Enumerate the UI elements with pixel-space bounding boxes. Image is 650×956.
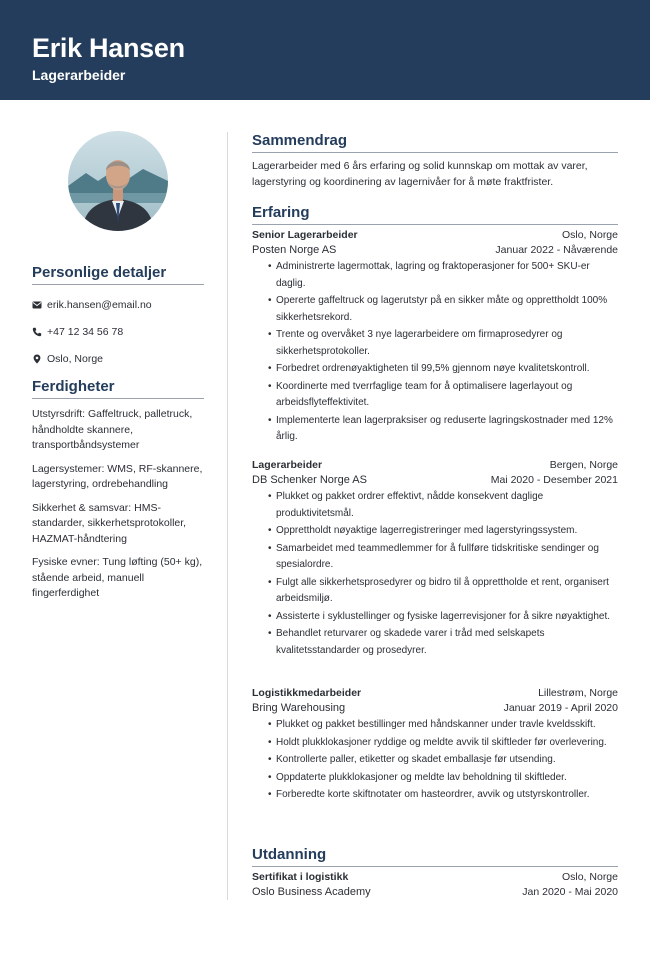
skill-item: Sikkerhet & samsvar: HMS-standarder, sikkerhetsprotokoller, HAZMAT-håndtering [32,501,187,545]
mail-icon [32,300,42,310]
education-dates: Jan 2020 - Mai 2020 [522,886,618,898]
job-company: DB Schenker Norge AS [252,474,367,486]
resume-header [0,0,650,100]
bullet-item: • Oppdaterte plukklokasjoner og meldte lav beholdning til skiftleder. [268,770,618,787]
skill-item: Utstyrsdrift: Gaffeltruck, palletruck, håndholdte skannere, transportbåndsystemer [32,408,193,451]
candidate-role: Lagerarbeider [32,67,126,83]
email-text: erik.hansen@email.no [47,299,152,311]
experience-title: Erfaring [252,204,618,225]
bullet-item: • Trente og overvåket 3 nye lagerarbeidere om firmaprosedyrer og sikkerhetsprotokoller. [268,327,618,360]
bullet-item: • Kontrollerte paller, etiketter og skadet emballasje før utsending. [268,752,618,769]
summary-section [252,132,618,190]
location-text: Oslo, Norge [47,353,104,365]
bullet-item: • Koordinerte med tverrfaglige team for å optimalisere lagerlayout og arbeidsflyteffektivitet. [268,379,618,412]
bullet-item: • Implementerte lean lagerpraksiser og reduserte lagringskostnader med 12% årlig. [268,413,618,446]
skill-item: Lagersystemer: WMS, RF-skannere, lagerstyring, ordrebehandling [32,462,203,490]
job-title: Logistikkmedarbeider [252,687,362,699]
job-location: Oslo, Norge [561,229,618,241]
contact-email [32,297,204,313]
experience-section [252,204,618,225]
education-location: Oslo, Norge [561,871,618,883]
personal-details-title: Personlige detaljer [32,264,204,285]
job-dates: Januar 2019 - April 2020 [503,702,618,714]
contact-phone [32,324,204,340]
job-title: Senior Lagerarbeider [252,229,358,241]
location-pin-icon [32,354,42,364]
skill-item: Fysiske evner: Tung løfting (50+ kg), stående arbeid, manuell fingerferdighet [32,556,203,599]
column-divider [227,132,228,900]
job-bullets [252,259,618,446]
bullet-item: • Samarbeidet med teammedlemmer for å fullføre tidskritiske sendinger og spesialordre. [268,541,618,574]
summary-text: Lagerarbeider med 6 års erfaring og solid kunnskap om mottak av varer, lagerstyring og koordinering av lagernivåer for å møte fraktfrister. [252,160,588,188]
job-entry [252,686,618,805]
phone-icon [32,327,42,337]
summary-title: Sammendrag [252,132,618,153]
education-section [252,846,618,867]
skills-title: Ferdigheter [32,378,204,399]
education-degree: Sertifikat i logistikk [252,871,349,883]
bullet-item: • Behandlet returvarer og skadede varer i tråd med selskapets kvalitetsstandarder og prosedyrer. [268,626,618,659]
personal-details-section [32,264,204,367]
phone-text: +47 12 34 56 78 [47,326,124,338]
candidate-name: Erik Hansen [32,33,185,63]
portrait-icon [68,131,168,231]
job-dates: Mai 2020 - Desember 2021 [490,474,618,486]
education-school: Oslo Business Academy [252,886,371,898]
bullet-item: • Plukket og pakket ordrer effektivt, nådde konsekvent daglige produktivitetsmål. [268,489,618,522]
job-company: Bring Warehousing [252,702,346,714]
job-title: Lagerarbeider [252,459,323,471]
bullet-item: • Assisterte i syklustellinger og fysiske lagerrevisjoner for å sikre nøyaktighet. [268,609,618,626]
contact-location [32,351,204,367]
job-location: Lillestrøm, Norge [538,687,618,699]
bullet-item: • Opprettholdt nøyaktige lagerregistreringer med lagerstyringssystem. [268,523,618,540]
profile-photo [68,131,168,231]
skills-section [32,378,204,602]
bullet-item: • Plukket og pakket bestillinger med håndskanner under travle kveldsskift. [268,717,618,734]
job-entry [252,228,618,447]
education-title: Utdanning [252,846,618,867]
bullet-item: • Holdt plukklokasjoner ryddige og meldte avvik til skiftleder før overlevering. [268,735,618,752]
job-dates: Januar 2022 - Nåværende [495,244,618,256]
bullet-item: • Opererte gaffeltruck og lagerutstyr på en sikker måte og opprettholdt 100% sikkerhetsrekord. [268,293,618,326]
job-location: Bergen, Norge [549,459,618,471]
education-entry [252,870,618,900]
job-bullets [252,489,618,659]
job-bullets [252,717,618,804]
bullet-item: • Forberedte korte skiftnotater om hasteordrer, avvik og utstyrskontroller. [268,787,618,804]
bullet-item: • Administrerte lagermottak, lagring og fraktoperasjoner for 500+ SKU-er daglig. [268,259,618,292]
bullet-item: • Fulgt alle sikkerhetsprosedyrer og bidro til å opprettholde et rent, organisert arbeidsmiljø. [268,575,618,608]
bullet-item: • Forbedret ordrenøyaktigheten til 99,5% gjennom nøye kvalitetskontroll. [268,361,618,378]
job-entry [252,458,618,660]
job-company: Posten Norge AS [252,244,337,256]
